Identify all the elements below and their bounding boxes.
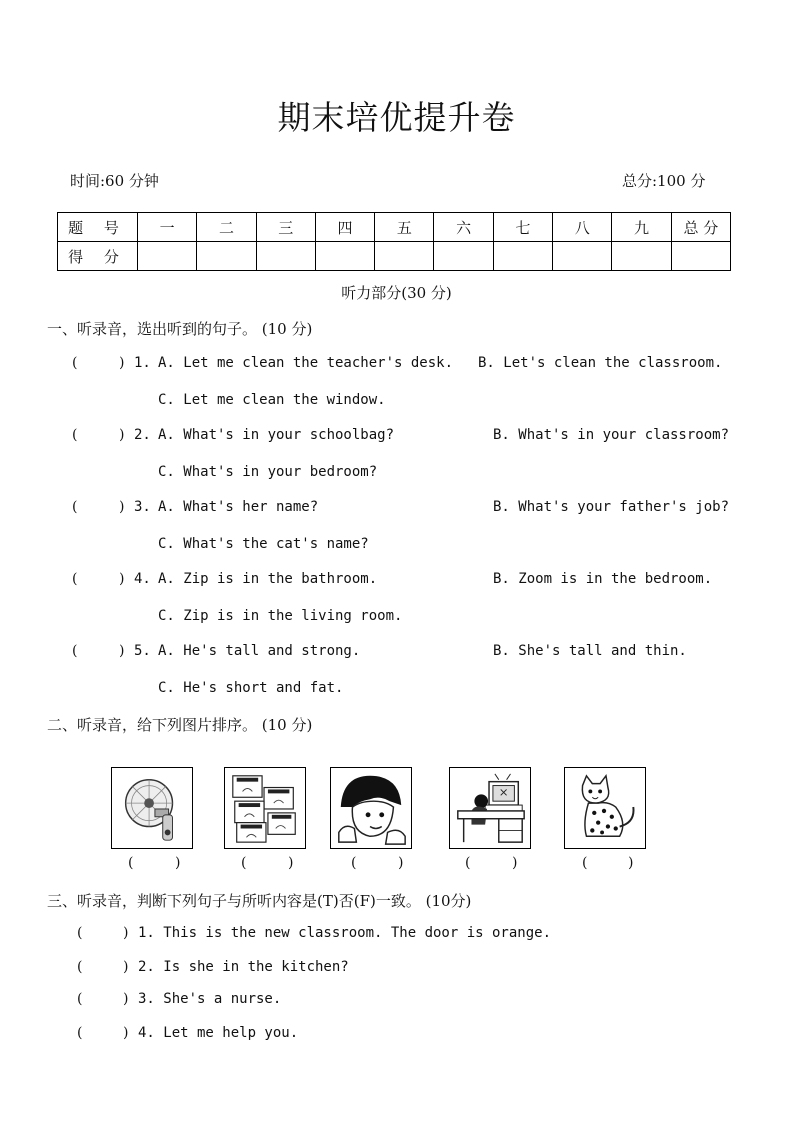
score-header-cell: 四	[315, 213, 374, 242]
answer-paren-open: (	[77, 1025, 83, 1041]
option-c: C. He's short and fat.	[158, 680, 344, 696]
option-c: C. What's in your bedroom?	[158, 464, 378, 480]
statement-text: 4. Let me help you.	[138, 1025, 299, 1041]
score-blank-cell[interactable]	[197, 242, 256, 271]
answer-paren-close: )	[175, 855, 181, 871]
option-b: B. What's in your classroom?	[493, 427, 730, 443]
computer-desk-icon	[450, 768, 530, 848]
answer-paren-open: (	[72, 355, 78, 371]
option-c: C. Let me clean the window.	[158, 392, 386, 408]
answer-paren-open: (	[241, 855, 247, 871]
score-blank-cell[interactable]	[612, 242, 671, 271]
page-title: 期末培优提升卷	[277, 98, 516, 137]
answer-paren-close: )	[398, 855, 404, 871]
answer-paren-close: )	[123, 1025, 129, 1041]
statement-text: 3. She's a nurse.	[138, 991, 282, 1007]
answer-paren-open: (	[72, 643, 78, 659]
storybooks-icon	[225, 768, 305, 848]
score-blank-cell[interactable]	[493, 242, 552, 271]
score-header-cell: 一	[138, 213, 197, 242]
option-a: A. What's her name?	[158, 499, 319, 515]
total-score-label: 总分:100 分	[622, 172, 706, 190]
score-header-cell: 八	[553, 213, 612, 242]
answer-paren-close: )	[123, 991, 129, 1007]
question-number: 2.	[134, 427, 151, 443]
answer-paren-close: )	[288, 855, 294, 871]
score-header-cell: 九	[612, 213, 671, 242]
answer-paren-open: (	[77, 959, 83, 975]
option-a: A. Zip is in the bathroom.	[158, 571, 378, 587]
spotted-cat-icon	[565, 768, 645, 848]
option-b: B. She's tall and thin.	[493, 643, 687, 659]
score-blank-cell[interactable]	[138, 242, 197, 271]
question-number: 4.	[134, 571, 151, 587]
picture-wall-fan	[111, 767, 193, 849]
answer-paren-open: (	[72, 499, 78, 515]
score-blank-cell[interactable]	[375, 242, 434, 271]
answer-paren-close: )	[119, 355, 125, 371]
score-table-score-row	[58, 242, 731, 271]
section3-heading: 三、听录音，判断下列句子与所听内容是(T)否(F)一致。 (10分)	[47, 892, 472, 910]
option-a: A. Let me clean the teacher's desk.	[158, 355, 454, 371]
score-blank-cell[interactable]	[434, 242, 493, 271]
score-header-cell: 总 分	[671, 213, 730, 242]
option-a: A. What's in your schoolbag?	[158, 427, 395, 443]
answer-paren-close: )	[512, 855, 518, 871]
score-blank-cell[interactable]	[671, 242, 730, 271]
question-number: 5.	[134, 643, 151, 659]
picture-cat	[564, 767, 646, 849]
answer-paren-open: (	[128, 855, 134, 871]
section1-heading: 一、听录音，选出听到的句子。 (10 分)	[47, 320, 313, 338]
answer-paren-close: )	[119, 643, 125, 659]
answer-paren-open: (	[72, 571, 78, 587]
question-number: 1.	[134, 355, 151, 371]
answer-paren-close: )	[119, 571, 125, 587]
option-c: C. Zip is in the living room.	[158, 608, 403, 624]
score-blank-cell[interactable]	[256, 242, 315, 271]
score-blank-cell[interactable]	[553, 242, 612, 271]
boy-face-icon	[331, 768, 411, 848]
score-header-cell: 五	[375, 213, 434, 242]
option-b: B. What's your father's job?	[493, 499, 730, 515]
listening-part-title: 听力部分(30 分)	[341, 284, 452, 302]
statement-text: 1. This is the new classroom. The door is orange.	[138, 925, 552, 941]
option-c: C. What's the cat's name?	[158, 536, 369, 552]
picture-computer	[449, 767, 531, 849]
picture-boy	[330, 767, 412, 849]
score-header-cell: 题 号	[58, 213, 138, 242]
answer-paren-close: )	[119, 499, 125, 515]
question-number: 3.	[134, 499, 151, 515]
answer-paren-close: )	[123, 959, 129, 975]
wall-fan-icon	[112, 768, 192, 848]
score-table-header-row	[58, 213, 731, 242]
statement-text: 2. Is she in the kitchen?	[138, 959, 349, 975]
answer-paren-open: (	[351, 855, 357, 871]
score-blank-cell[interactable]	[315, 242, 374, 271]
option-b: B. Let's clean the classroom.	[478, 355, 723, 371]
option-b: B. Zoom is in the bedroom.	[493, 571, 713, 587]
score-header-cell: 三	[256, 213, 315, 242]
answer-paren-close: )	[628, 855, 634, 871]
score-header-cell: 二	[197, 213, 256, 242]
answer-paren-close: )	[123, 925, 129, 941]
answer-paren-open: (	[77, 925, 83, 941]
answer-paren-close: )	[119, 427, 125, 443]
score-header-cell: 六	[434, 213, 493, 242]
option-a: A. He's tall and strong.	[158, 643, 361, 659]
picture-storybooks	[224, 767, 306, 849]
score-table	[57, 212, 731, 271]
answer-paren-open: (	[465, 855, 471, 871]
score-header-cell: 七	[493, 213, 552, 242]
answer-paren-open: (	[582, 855, 588, 871]
section2-heading: 二、听录音，给下列图片排序。 (10 分)	[47, 716, 313, 734]
answer-paren-open: (	[77, 991, 83, 1007]
time-label: 时间:60 分钟	[70, 172, 159, 190]
score-row-label: 得 分	[58, 242, 138, 271]
answer-paren-open: (	[72, 427, 78, 443]
